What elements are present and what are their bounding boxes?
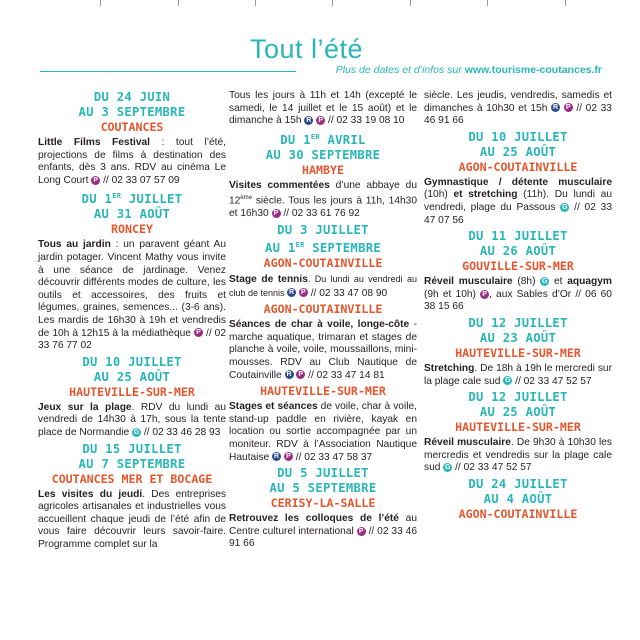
- event-description: Séances de char à voile, longe-côte - marche aquatique, trimaran et stages de planche à voile, voile, moussaillons, mini-mousses. RDV au Club Nautique de Coutainville R P // 02 33 47 14 81: [229, 319, 418, 381]
- event-description: Retrouvez les colloques de l’été au Centre culturel international P // 02 33 46 91 66: [229, 513, 417, 550]
- event-date: DU 24 JUILLET AU 4 AOÛT: [468, 476, 568, 506]
- top-divider-marks: [0, 0, 640, 6]
- parking-icon: P: [357, 527, 366, 536]
- event-place: HAUTEVILLE-SUR-MER: [260, 384, 386, 399]
- event-date: DU 10 JUILLET AU 25 AOÛT: [82, 354, 182, 384]
- website-link[interactable]: www.tourisme-coutances.fr: [464, 64, 602, 76]
- parking-icon: P: [316, 116, 325, 125]
- event-place: HAUTEVILLE-SUR-MER: [455, 420, 581, 435]
- event-description: Little Films Festival : tout l’été, projections de films à destination des enfants, dès 3 ans. RDV au cinéma Le Long Court P // 02 33 07 57 09: [38, 137, 226, 186]
- subtitle-prefix: Plus de dates et d’infos sur: [335, 64, 465, 76]
- reservation-icon: R: [286, 371, 292, 379]
- header-subtitle: [336, 64, 602, 76]
- parking-icon: P: [296, 370, 305, 379]
- event-date: DU 1ER AVRIL AU 30 SEPTEMBRE: [265, 132, 381, 162]
- column-3: [424, 90, 612, 524]
- event-date: DU 24 JUIN AU 3 SEPTEMBRE: [78, 90, 186, 119]
- event-description: siècle. Les jeudis, vendredis, samedis et dimanches à 10h30 et 15h R P // 02 33 46 91 66: [424, 90, 612, 127]
- free-icon: G: [505, 377, 511, 385]
- event-description: Stages et séances de voile, char à voile, stand-up paddle en rivière, kayak en location ou sortie accompagnée par un moniteur. RDV à l’Association Nautique Hautaise R P // 02 33 47 58 37: [229, 401, 417, 463]
- event-description: Tous les jours à 11h et 14h (excepté le samedi, le 14 juillet et le 15 août) et le dimanche à 15h R P // 02 33 19 08 10: [229, 90, 417, 127]
- column-2: [229, 90, 417, 553]
- event-place: COUTANCES: [100, 120, 164, 134]
- parking-icon: P: [194, 328, 203, 337]
- parking-icon: P: [480, 290, 489, 299]
- event-date: DU 5 JUILLET AU 5 SEPTEMBRE: [269, 466, 377, 496]
- event-place: AGON-COUTAINVILLE: [458, 506, 578, 521]
- event-place: AGON-COUTAINVILLE: [458, 159, 578, 174]
- parking-icon: P: [91, 176, 100, 185]
- reservation-icon: R: [553, 104, 559, 112]
- event-place: RONCEY: [111, 222, 153, 237]
- parking-icon: P: [299, 288, 308, 297]
- event-date: DU 11 JUILLET AU 26 AOÛT: [468, 229, 568, 259]
- event-place: CERISY-LA-SALLE: [270, 496, 376, 511]
- event-date: DU 15 JUILLET AU 7 SEPTEMBRE: [78, 441, 186, 471]
- event-description: Les visites du jeudi. Des entreprises agricoles artisanales et industrielles vous accueillent chaque jeudi de l’été afin de vous faire découvrir leurs savoir-faire. Programme complet sur la: [38, 488, 226, 550]
- parking-icon: P: [272, 209, 281, 218]
- event-date: DU 10 JUILLET AU 25 AOÛT: [468, 129, 568, 159]
- event-description: Stage de tennis. Du lundi au vendredi au club de tennis R P // 02 33 47 08 90: [229, 274, 417, 299]
- event-description: Stretching. De 18h à 19h le mercredi sur la plage cale sud G // 02 33 47 52 57: [424, 362, 612, 387]
- free-icon: G: [445, 464, 451, 472]
- event-place: HAUTEVILLE-SUR-MER: [69, 384, 195, 399]
- event-place: HAUTEVILLE-SUR-MER: [455, 345, 581, 360]
- free-icon: G: [133, 428, 140, 436]
- parking-icon: P: [564, 103, 573, 112]
- event-description: Gymnastique / détente musculaire (10h) et stretching (11h). Du lundi au vendredi, plage du Passous G // 02 33 47 07 56: [424, 176, 612, 226]
- event-place: AGON-COUTAINVILLE: [263, 256, 383, 271]
- event-date: DU 12 JUILLET AU 25 AOÛT: [468, 390, 568, 420]
- event-date: DU 1ER JUILLET AU 31 AOÛT: [81, 192, 183, 222]
- event-date: DU 3 JUILLET AU 1ER SEPTEMBRE: [265, 223, 381, 256]
- event-date: DU 12 JUILLET AU 23 AOÛT: [468, 315, 568, 345]
- parking-icon: P: [284, 452, 293, 461]
- event-place: COUTANCES MER ET BOCAGE: [51, 471, 213, 486]
- event-description: Tous au jardin : un paravent géant Au jardin potager. Vincent Mathy vous invite à une séance de jardinage. Venez découvrir différents modes de culture, les outils et accessoires, des fruits et légumes, graines, semences... (3-6 ans). Les mardis de 16h30 à 19h et vendredis de 10h à 12h15 à la médiathèque P // 02 33 76 77 02: [38, 239, 227, 352]
- event-place: HAMBYE: [302, 162, 344, 177]
- event-description: Visites commentées d’une abbaye du 12ème siècle. Tous les jours à 11h, 14h30 et 16h30 P // 02 33 61 76 92: [229, 179, 417, 220]
- section-header: [0, 34, 640, 84]
- event-description: Jeux sur la plage. RDV du lundi au vendredi de 14h30 à 17h, sous la tente place de Normandie G // 02 33 46 28 93: [38, 401, 226, 438]
- event-description: Réveil musculaire (8h) G et aquagym (9h et 10h) P , aux Sables d’Or // 06 60 38 15 66: [424, 276, 612, 313]
- reservation-icon: R: [306, 117, 312, 124]
- reservation-icon: R: [274, 453, 280, 461]
- page-title: Tout l’été: [250, 34, 364, 64]
- event-place: AGON-COUTAINVILLE: [263, 302, 383, 317]
- column-1: [38, 90, 226, 554]
- reservation-icon: R: [289, 289, 295, 297]
- event-description: Réveil musculaire. De 9h30 à 10h30 les mercredis et vendredis sur la plage cale sud G // 02 33 47 52 57: [424, 437, 613, 474]
- free-icon: G: [562, 203, 568, 211]
- event-place: GOUVILLE-SUR-MER: [462, 259, 574, 274]
- header-rule: [40, 71, 296, 72]
- free-icon: G: [542, 277, 548, 285]
